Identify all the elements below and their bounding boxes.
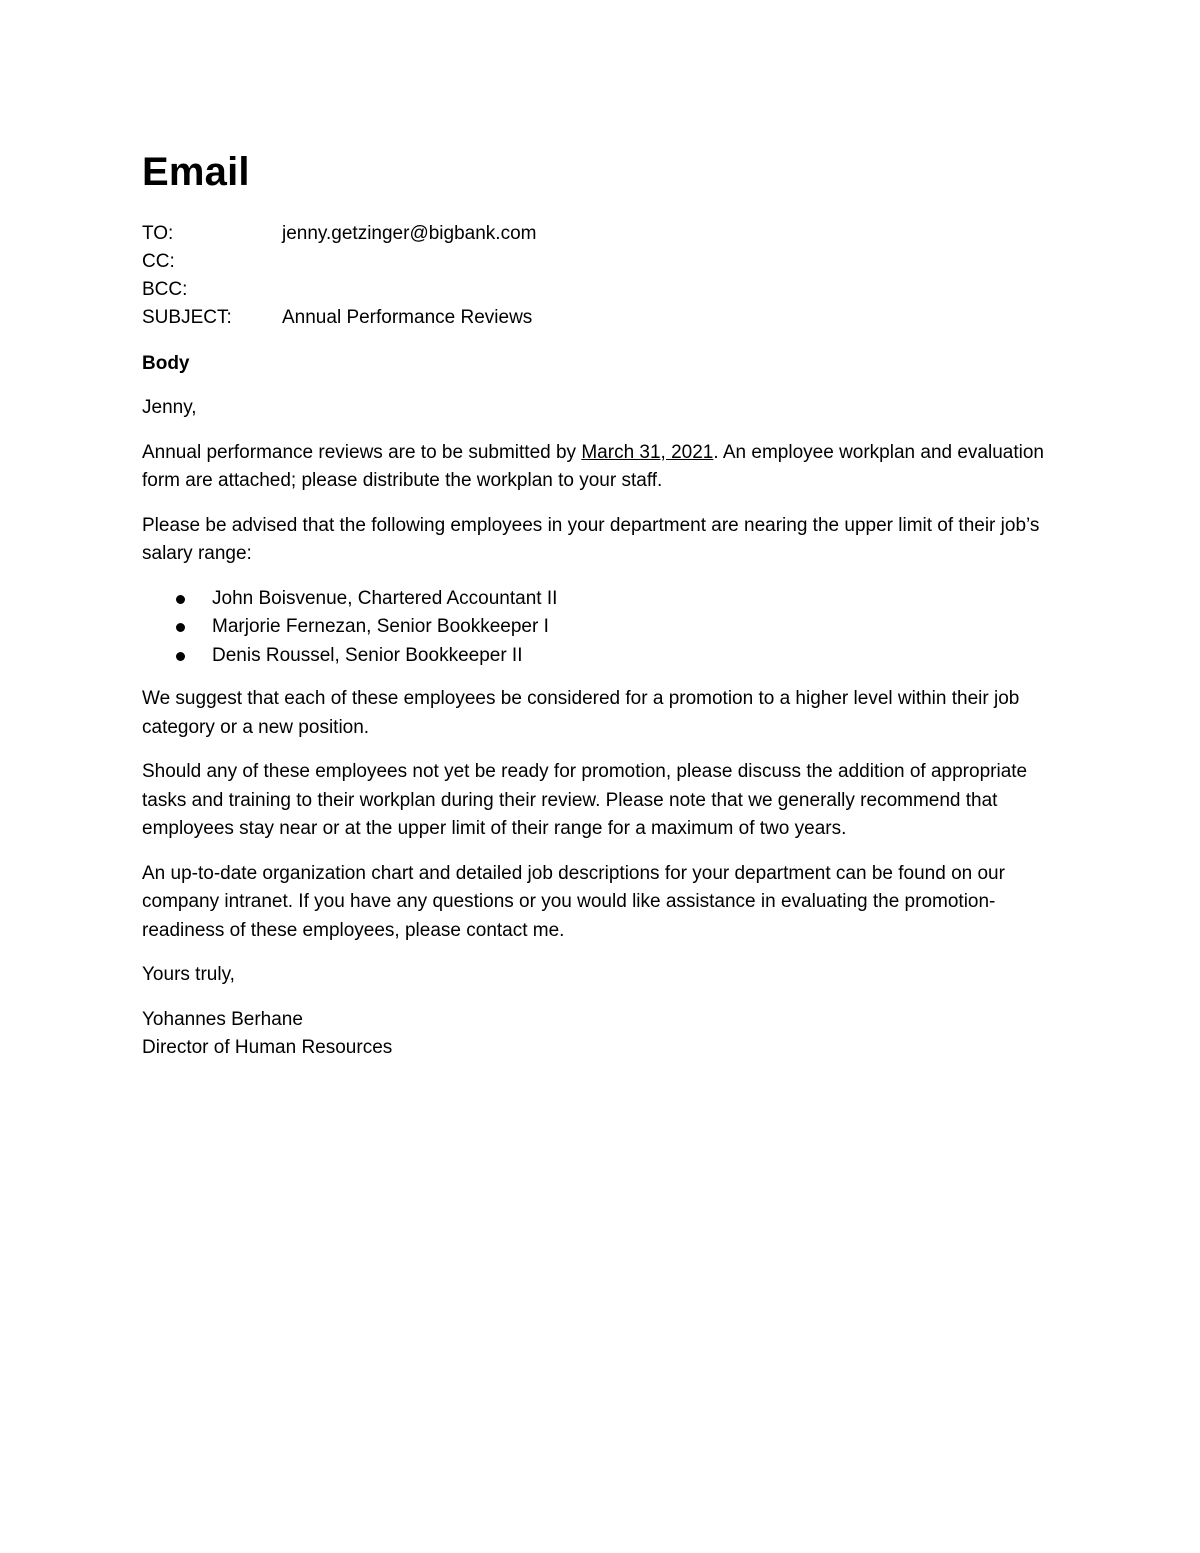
bcc-row (142, 276, 1062, 304)
employee-name: John Boisvenue, Chartered Accountant II (212, 587, 558, 609)
employee-list (142, 585, 1062, 671)
employee-name: Denis Roussel, Senior Bookkeeper II (212, 644, 523, 666)
paragraph-deadline-rest: . An employee workplan and evaluation form are attached; please distribute the workplan to your staff. (142, 441, 1044, 491)
to-value: jenny.getzinger@bigbank.com (282, 223, 537, 244)
cc-label: CC: (142, 251, 175, 272)
closing: Yours truly, (142, 964, 235, 985)
list-item (142, 642, 1062, 671)
list-item (142, 585, 1062, 614)
cc-row (142, 248, 1062, 276)
to-label: TO: (142, 223, 174, 244)
employee-name: Marjorie Fernezan, Senior Bookkeeper I (212, 616, 549, 637)
signature-name: Yohannes Berhane (142, 1008, 303, 1030)
subject-value: Annual Performance Reviews (282, 307, 533, 328)
paragraph-promotion-suggestion: We suggest that each of these employees be considered for a promotion to a higher level within their job category or a new position. (142, 688, 1020, 738)
email-body (142, 394, 1062, 1063)
bullet-icon (176, 623, 185, 632)
list-item (142, 613, 1062, 642)
to-row (142, 220, 1062, 248)
page-title: Email (142, 150, 250, 194)
bullet-icon (176, 652, 185, 661)
bullet-icon (176, 595, 185, 604)
bcc-label: BCC: (142, 279, 188, 300)
cc-value (282, 248, 1062, 276)
deadline-date: March 31, 2021 (581, 441, 714, 463)
body-heading: Body (142, 353, 190, 374)
subject-row (142, 304, 1062, 332)
signature (142, 1006, 1062, 1063)
paragraph-salary-notice: Please be advised that the following employees in your department are nearing the upper limit of their job’s salary range: (142, 514, 1040, 564)
signature-title: Director of Human Resources (142, 1037, 393, 1058)
email-headers (142, 220, 1062, 332)
paragraph-deadline (142, 439, 1062, 496)
greeting: Jenny, (142, 397, 197, 418)
paragraph-resources: An up-to-date organization chart and detailed job descriptions for your department can be found on our company intranet. If you have any questions or you would like assistance in evaluating the promotion-readiness of these employees, please contact me. (142, 862, 1005, 941)
bcc-value (282, 276, 1062, 304)
paragraph-deadline-intro: Annual performance reviews are to be submitted by (142, 441, 582, 463)
subject-label: SUBJECT: (142, 307, 232, 328)
paragraph-training: Should any of these employees not yet be ready for promotion, please discuss the addition of appropriate tasks and training to their workplan during their review. Please note that we generally recommend that employees stay near or at the upper limit of their range for a maximum of two years. (142, 761, 1028, 839)
